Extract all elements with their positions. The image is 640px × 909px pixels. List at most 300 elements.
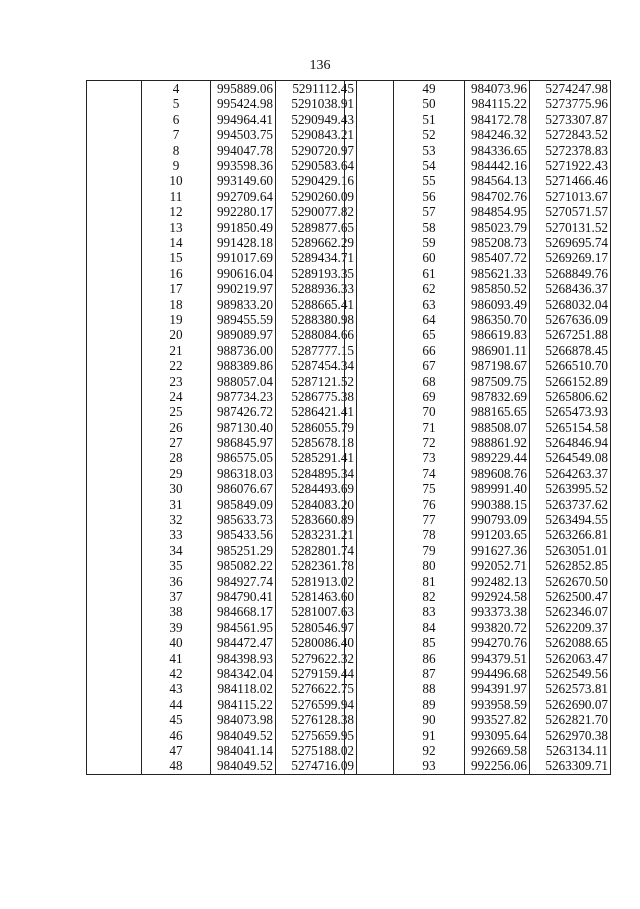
point-number-cell: 4 [142, 81, 211, 97]
blank-cell [345, 420, 394, 435]
point-number-cell: 28 [142, 450, 211, 465]
coordinate-table-right-body [345, 81, 611, 775]
y-coordinate-cell: 5290583.64 [276, 158, 357, 173]
x-coordinate-cell: 987734.23 [211, 389, 276, 404]
blank-cell [345, 358, 394, 373]
y-coordinate-cell: 5271466.46 [530, 173, 611, 188]
y-coordinate-cell: 5263494.55 [530, 512, 611, 527]
y-coordinate-cell: 5289662.29 [276, 235, 357, 250]
x-coordinate-cell: 993527.82 [465, 712, 530, 727]
blank-cell [87, 727, 142, 742]
point-number-cell: 84 [394, 620, 465, 635]
blank-cell [87, 81, 142, 97]
table-row [87, 266, 357, 281]
blank-cell [87, 343, 142, 358]
blank-cell [87, 204, 142, 219]
blank-cell [345, 312, 394, 327]
x-coordinate-cell: 989608.76 [465, 466, 530, 481]
table-row [87, 681, 357, 696]
y-coordinate-cell: 5290720.97 [276, 143, 357, 158]
blank-cell [345, 558, 394, 573]
x-coordinate-cell: 984398.93 [211, 650, 276, 665]
blank-cell [345, 497, 394, 512]
blank-cell [345, 143, 394, 158]
table-row [345, 527, 611, 542]
y-coordinate-cell: 5287121.52 [276, 373, 357, 388]
table-row [345, 96, 611, 111]
table-row [87, 327, 357, 342]
y-coordinate-cell: 5272843.52 [530, 127, 611, 142]
table-row [87, 112, 357, 127]
x-coordinate-cell: 986076.67 [211, 481, 276, 496]
point-number-cell: 41 [142, 650, 211, 665]
y-coordinate-cell: 5263266.81 [530, 527, 611, 542]
point-number-cell: 83 [394, 604, 465, 619]
blank-cell [345, 712, 394, 727]
x-coordinate-cell: 984115.22 [211, 697, 276, 712]
y-coordinate-cell: 5288084.66 [276, 327, 357, 342]
point-number-cell: 81 [394, 574, 465, 589]
blank-cell [87, 389, 142, 404]
y-coordinate-cell: 5262690.07 [530, 697, 611, 712]
table-row [87, 635, 357, 650]
x-coordinate-cell: 993958.59 [465, 697, 530, 712]
y-coordinate-cell: 5274247.98 [530, 81, 611, 97]
blank-cell [345, 466, 394, 481]
blank-cell [87, 96, 142, 111]
x-coordinate-cell: 993820.72 [465, 620, 530, 635]
table-row [87, 589, 357, 604]
blank-cell [87, 681, 142, 696]
y-coordinate-cell: 5282801.74 [276, 543, 357, 558]
x-coordinate-cell: 994496.68 [465, 666, 530, 681]
x-coordinate-cell: 986901.11 [465, 343, 530, 358]
point-number-cell: 31 [142, 497, 211, 512]
y-coordinate-cell: 5287454.34 [276, 358, 357, 373]
blank-cell [87, 558, 142, 573]
y-coordinate-cell: 5267251.88 [530, 327, 611, 342]
table-row [87, 450, 357, 465]
x-coordinate-cell: 984073.96 [465, 81, 530, 97]
x-coordinate-cell: 984246.32 [465, 127, 530, 142]
y-coordinate-cell: 5287777.15 [276, 343, 357, 358]
blank-cell [345, 158, 394, 173]
blank-cell [345, 697, 394, 712]
blank-cell [345, 650, 394, 665]
x-coordinate-cell: 984115.22 [465, 96, 530, 111]
table-row [345, 650, 611, 665]
table-row [345, 543, 611, 558]
point-number-cell: 58 [394, 220, 465, 235]
y-coordinate-cell: 5276599.94 [276, 697, 357, 712]
blank-cell [345, 373, 394, 388]
x-coordinate-cell: 992482.13 [465, 574, 530, 589]
x-coordinate-cell: 984668.17 [211, 604, 276, 619]
point-number-cell: 13 [142, 220, 211, 235]
blank-cell [87, 296, 142, 311]
y-coordinate-cell: 5268436.37 [530, 281, 611, 296]
x-coordinate-cell: 986619.83 [465, 327, 530, 342]
x-coordinate-cell: 994047.78 [211, 143, 276, 158]
y-coordinate-cell: 5280086.40 [276, 635, 357, 650]
point-number-cell: 11 [142, 189, 211, 204]
point-number-cell: 19 [142, 312, 211, 327]
point-number-cell: 7 [142, 127, 211, 142]
blank-cell [87, 758, 142, 774]
point-number-cell: 52 [394, 127, 465, 142]
blank-cell [345, 296, 394, 311]
blank-cell [345, 204, 394, 219]
x-coordinate-cell: 995889.06 [211, 81, 276, 97]
table-row [345, 727, 611, 742]
point-number-cell: 68 [394, 373, 465, 388]
blank-cell [345, 620, 394, 635]
y-coordinate-cell: 5267636.09 [530, 312, 611, 327]
blank-cell [87, 173, 142, 188]
point-number-cell: 80 [394, 558, 465, 573]
table-row [87, 158, 357, 173]
blank-cell [345, 589, 394, 604]
point-number-cell: 70 [394, 404, 465, 419]
table-row [345, 389, 611, 404]
x-coordinate-cell: 988508.07 [465, 420, 530, 435]
blank-cell [345, 281, 394, 296]
blank-cell [345, 404, 394, 419]
table-row [87, 620, 357, 635]
table-row [87, 204, 357, 219]
x-coordinate-cell: 984049.52 [211, 727, 276, 742]
table-row [87, 389, 357, 404]
point-number-cell: 12 [142, 204, 211, 219]
x-coordinate-cell: 995424.98 [211, 96, 276, 111]
point-number-cell: 44 [142, 697, 211, 712]
x-coordinate-cell: 984702.76 [465, 189, 530, 204]
point-number-cell: 90 [394, 712, 465, 727]
point-number-cell: 67 [394, 358, 465, 373]
table-row [345, 343, 611, 358]
y-coordinate-cell: 5264549.08 [530, 450, 611, 465]
table-row [345, 327, 611, 342]
point-number-cell: 8 [142, 143, 211, 158]
y-coordinate-cell: 5262088.65 [530, 635, 611, 650]
y-coordinate-cell: 5279622.32 [276, 650, 357, 665]
blank-cell [87, 312, 142, 327]
blank-cell [87, 466, 142, 481]
table-row [345, 481, 611, 496]
y-coordinate-cell: 5262852.85 [530, 558, 611, 573]
x-coordinate-cell: 984790.41 [211, 589, 276, 604]
table-row [345, 373, 611, 388]
point-number-cell: 86 [394, 650, 465, 665]
x-coordinate-cell: 992052.71 [465, 558, 530, 573]
y-coordinate-cell: 5273307.87 [530, 112, 611, 127]
point-number-cell: 18 [142, 296, 211, 311]
y-coordinate-cell: 5274716.09 [276, 758, 357, 774]
table-row [345, 697, 611, 712]
y-coordinate-cell: 5271922.43 [530, 158, 611, 173]
x-coordinate-cell: 989229.44 [465, 450, 530, 465]
point-number-cell: 50 [394, 96, 465, 111]
x-coordinate-cell: 993598.36 [211, 158, 276, 173]
x-coordinate-cell: 991017.69 [211, 250, 276, 265]
y-coordinate-cell: 5265154.58 [530, 420, 611, 435]
y-coordinate-cell: 5289877.65 [276, 220, 357, 235]
point-number-cell: 60 [394, 250, 465, 265]
table-row [345, 143, 611, 158]
point-number-cell: 92 [394, 743, 465, 758]
y-coordinate-cell: 5285678.18 [276, 435, 357, 450]
point-number-cell: 49 [394, 81, 465, 97]
x-coordinate-cell: 990616.04 [211, 266, 276, 281]
y-coordinate-cell: 5265806.62 [530, 389, 611, 404]
x-coordinate-cell: 991627.36 [465, 543, 530, 558]
y-coordinate-cell: 5272378.83 [530, 143, 611, 158]
y-coordinate-cell: 5288380.98 [276, 312, 357, 327]
table-row [345, 635, 611, 650]
blank-cell [345, 173, 394, 188]
point-number-cell: 82 [394, 589, 465, 604]
y-coordinate-cell: 5262063.47 [530, 650, 611, 665]
y-coordinate-cell: 5290077.82 [276, 204, 357, 219]
y-coordinate-cell: 5275188.02 [276, 743, 357, 758]
x-coordinate-cell: 984336.65 [465, 143, 530, 158]
x-coordinate-cell: 993095.64 [465, 727, 530, 742]
x-coordinate-cell: 991850.49 [211, 220, 276, 235]
x-coordinate-cell: 984442.16 [465, 158, 530, 173]
y-coordinate-cell: 5264846.94 [530, 435, 611, 450]
point-number-cell: 29 [142, 466, 211, 481]
table-row [87, 143, 357, 158]
y-coordinate-cell: 5276622.75 [276, 681, 357, 696]
blank-cell [345, 189, 394, 204]
y-coordinate-cell: 5269695.74 [530, 235, 611, 250]
blank-cell [345, 604, 394, 619]
x-coordinate-cell: 993149.60 [211, 173, 276, 188]
y-coordinate-cell: 5266152.89 [530, 373, 611, 388]
table-row [345, 604, 611, 619]
point-number-cell: 17 [142, 281, 211, 296]
table-row [345, 420, 611, 435]
table-row [87, 189, 357, 204]
blank-cell [87, 666, 142, 681]
table-row [87, 697, 357, 712]
point-number-cell: 38 [142, 604, 211, 619]
point-number-cell: 87 [394, 666, 465, 681]
table-row [345, 666, 611, 681]
point-number-cell: 75 [394, 481, 465, 496]
table-row [345, 512, 611, 527]
point-number-cell: 16 [142, 266, 211, 281]
point-number-cell: 24 [142, 389, 211, 404]
blank-cell [345, 574, 394, 589]
x-coordinate-cell: 987130.40 [211, 420, 276, 435]
table-row [87, 281, 357, 296]
table-row [345, 112, 611, 127]
table-row [87, 435, 357, 450]
table-row [87, 250, 357, 265]
table-row [345, 204, 611, 219]
y-coordinate-cell: 5271013.67 [530, 189, 611, 204]
x-coordinate-cell: 988057.04 [211, 373, 276, 388]
y-coordinate-cell: 5283231.21 [276, 527, 357, 542]
y-coordinate-cell: 5263051.01 [530, 543, 611, 558]
x-coordinate-cell: 992669.58 [465, 743, 530, 758]
y-coordinate-cell: 5262500.47 [530, 589, 611, 604]
x-coordinate-cell: 994964.41 [211, 112, 276, 127]
point-number-cell: 63 [394, 296, 465, 311]
x-coordinate-cell: 987198.67 [465, 358, 530, 373]
blank-cell [345, 666, 394, 681]
blank-cell [345, 758, 394, 774]
blank-cell [87, 712, 142, 727]
table-row [345, 81, 611, 97]
point-number-cell: 72 [394, 435, 465, 450]
table-row [345, 281, 611, 296]
y-coordinate-cell: 5290429.16 [276, 173, 357, 188]
y-coordinate-cell: 5284083.20 [276, 497, 357, 512]
x-coordinate-cell: 984172.78 [465, 112, 530, 127]
y-coordinate-cell: 5268849.76 [530, 266, 611, 281]
y-coordinate-cell: 5262549.56 [530, 666, 611, 681]
blank-cell [345, 450, 394, 465]
table-row [345, 589, 611, 604]
blank-cell [87, 650, 142, 665]
x-coordinate-cell: 994379.51 [465, 650, 530, 665]
point-number-cell: 39 [142, 620, 211, 635]
point-number-cell: 53 [394, 143, 465, 158]
point-number-cell: 79 [394, 543, 465, 558]
x-coordinate-cell: 989833.20 [211, 296, 276, 311]
x-coordinate-cell: 984472.47 [211, 635, 276, 650]
table-row [345, 158, 611, 173]
y-coordinate-cell: 5284895.34 [276, 466, 357, 481]
point-number-cell: 73 [394, 450, 465, 465]
table-row [345, 296, 611, 311]
x-coordinate-cell: 985082.22 [211, 558, 276, 573]
y-coordinate-cell: 5262970.38 [530, 727, 611, 742]
blank-cell [345, 127, 394, 142]
table-row [87, 96, 357, 111]
table-row [87, 666, 357, 681]
x-coordinate-cell: 992709.64 [211, 189, 276, 204]
x-coordinate-cell: 989991.40 [465, 481, 530, 496]
y-coordinate-cell: 5270131.52 [530, 220, 611, 235]
x-coordinate-cell: 986575.05 [211, 450, 276, 465]
table-row [87, 650, 357, 665]
y-coordinate-cell: 5263737.62 [530, 497, 611, 512]
x-coordinate-cell: 984854.95 [465, 204, 530, 219]
y-coordinate-cell: 5291112.45 [276, 81, 357, 97]
table-row [87, 727, 357, 742]
table-row [87, 743, 357, 758]
y-coordinate-cell: 5286421.41 [276, 404, 357, 419]
blank-cell [87, 235, 142, 250]
table-row [87, 758, 357, 774]
table-row [345, 435, 611, 450]
y-coordinate-cell: 5275659.95 [276, 727, 357, 742]
x-coordinate-cell: 989089.97 [211, 327, 276, 342]
blank-cell [345, 327, 394, 342]
table-row [87, 312, 357, 327]
point-number-cell: 9 [142, 158, 211, 173]
blank-cell [345, 543, 394, 558]
table-row [87, 296, 357, 311]
point-number-cell: 93 [394, 758, 465, 774]
x-coordinate-cell: 986350.70 [465, 312, 530, 327]
blank-cell [87, 620, 142, 635]
table-row [345, 681, 611, 696]
table-row [87, 81, 357, 97]
blank-cell [87, 220, 142, 235]
y-coordinate-cell: 5276128.38 [276, 712, 357, 727]
table-row [87, 235, 357, 250]
table-row [345, 312, 611, 327]
point-number-cell: 59 [394, 235, 465, 250]
x-coordinate-cell: 988389.86 [211, 358, 276, 373]
point-number-cell: 45 [142, 712, 211, 727]
point-number-cell: 21 [142, 343, 211, 358]
y-coordinate-cell: 5263309.71 [530, 758, 611, 774]
point-number-cell: 27 [142, 435, 211, 450]
blank-cell [87, 743, 142, 758]
blank-cell [87, 143, 142, 158]
point-number-cell: 26 [142, 420, 211, 435]
blank-cell [345, 481, 394, 496]
x-coordinate-cell: 984564.13 [465, 173, 530, 188]
point-number-cell: 69 [394, 389, 465, 404]
blank-cell [87, 358, 142, 373]
table-row [345, 712, 611, 727]
y-coordinate-cell: 5285291.41 [276, 450, 357, 465]
point-number-cell: 66 [394, 343, 465, 358]
x-coordinate-cell: 992924.58 [465, 589, 530, 604]
table-row [87, 512, 357, 527]
point-number-cell: 40 [142, 635, 211, 650]
blank-cell [345, 343, 394, 358]
point-number-cell: 47 [142, 743, 211, 758]
blank-cell [87, 327, 142, 342]
blank-cell [87, 497, 142, 512]
point-number-cell: 10 [142, 173, 211, 188]
table-row [345, 450, 611, 465]
page-number: 136 [309, 58, 331, 73]
point-number-cell: 62 [394, 281, 465, 296]
y-coordinate-cell: 5280546.97 [276, 620, 357, 635]
point-number-cell: 56 [394, 189, 465, 204]
point-number-cell: 20 [142, 327, 211, 342]
blank-cell [87, 281, 142, 296]
blank-cell [87, 512, 142, 527]
table-row [345, 404, 611, 419]
x-coordinate-cell: 986845.97 [211, 435, 276, 450]
point-number-cell: 88 [394, 681, 465, 696]
y-coordinate-cell: 5286775.38 [276, 389, 357, 404]
y-coordinate-cell: 5262573.81 [530, 681, 611, 696]
point-number-cell: 48 [142, 758, 211, 774]
coordinate-table-right [344, 80, 611, 775]
point-number-cell: 23 [142, 373, 211, 388]
table-row [345, 466, 611, 481]
blank-cell [87, 420, 142, 435]
point-number-cell: 37 [142, 589, 211, 604]
point-number-cell: 51 [394, 112, 465, 127]
y-coordinate-cell: 5281913.02 [276, 574, 357, 589]
table-row [345, 266, 611, 281]
x-coordinate-cell: 986093.49 [465, 296, 530, 311]
blank-cell [345, 235, 394, 250]
blank-cell [87, 543, 142, 558]
y-coordinate-cell: 5281007.63 [276, 604, 357, 619]
